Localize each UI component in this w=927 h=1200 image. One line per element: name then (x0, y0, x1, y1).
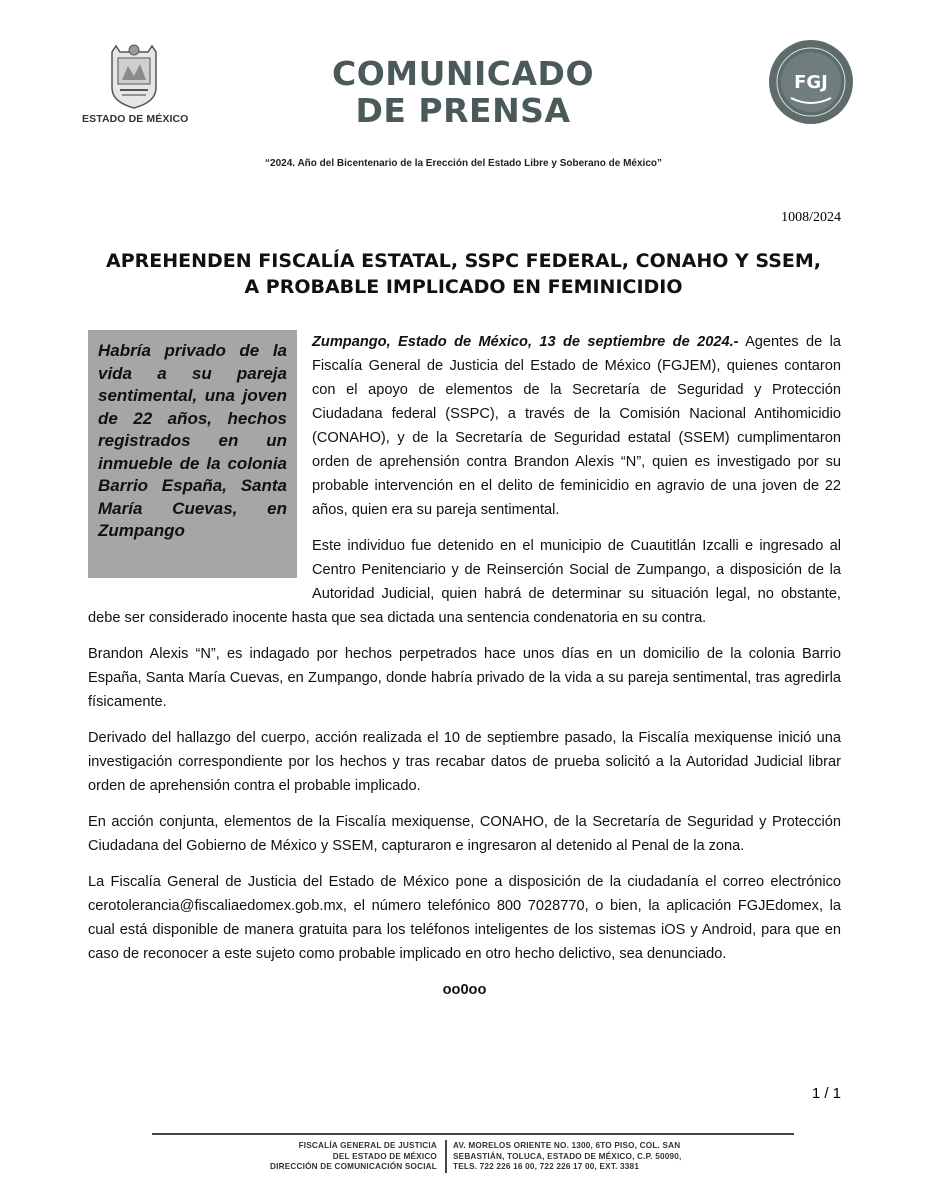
paragraph-3: Brandon Alexis “N”, es indagado por hechos perpetrados hace unos días en un domicilio de la colonia Barrio España, Santa María Cuevas, en Zumpango, donde habría privado de la vida a su pareja sentimental, tras agredirla físicamente. (88, 646, 841, 710)
paragraph-4: Derivado del hallazgo del cuerpo, acción realizada el 10 de septiembre pasado, la Fiscalía mexiquense inició una investigación correspondiente por los hechos y tras recabar datos de prueba solicitó a la Autoridad Judicial librar orden de aprehensión contra el probable implicado. (88, 730, 841, 794)
coat-of-arms-icon (98, 38, 170, 110)
estado-de-mexico-logo (82, 38, 189, 125)
headline-line-2: A PROBABLE IMPLICADO EN FEMINICIDIO (244, 276, 683, 298)
footer-rule (152, 1133, 794, 1135)
headline-line-1: APREHENDEN FISCALÍA ESTATAL, SSPC FEDERAL, CONAHO Y SSEM, (105, 250, 821, 272)
title-line-2: DE PRENSA (355, 91, 571, 130)
paragraph-5: En acción conjunta, elementos de la Fiscalía mexiquense, CONAHO, de la Secretaría de Seguridad y Protección Ciudadana del Gobierno de México y SSEM, capturaron e ingresaron al detenido al Penal de la zona. (88, 814, 841, 854)
footer-divider (445, 1140, 447, 1173)
footer-institution (200, 1141, 437, 1173)
footer-address (453, 1141, 773, 1173)
footer-right-line-2: SEBASTIÁN, TOLUCA, ESTADO DE MÉXICO, C.P. 50090, (453, 1151, 682, 1161)
fgj-seal-icon (767, 38, 855, 126)
fgj-seal-letters: FGJ (794, 72, 828, 93)
article-body (88, 330, 841, 1014)
page-indicator: 1 / 1 (811, 1085, 841, 1102)
footer-left-line-1: FISCALÍA GENERAL DE JUSTICIA (298, 1141, 437, 1150)
footer-right-line-3: TELS. 722 226 16 00, 722 226 17 00, EXT. 3381 (453, 1162, 640, 1171)
logo-caption: ESTADO DE MÉXICO (82, 113, 189, 125)
paragraph-6: La Fiscalía General de Justicia del Estado de México pone a disposición de la ciudadanía el correo electrónico cerotolerancia@fiscaliaedomex.gob.mx, el número telefónico 800 7028770, o bien, la aplicación FGJEdomex, la cual está disponible de manera gratuita para los teléfonos inteligentes de los sistemas iOS y Android, para que en caso de reconocer a este sujeto como probable implicado en otro hecho delictivo, sea denunciado. (88, 874, 841, 962)
bulletin-number: 1008/2024 (781, 210, 841, 225)
footer-left-line-3: DIRECCIÓN DE COMUNICACIÓN SOCIAL (270, 1162, 437, 1171)
headline (60, 248, 867, 300)
dateline: Zumpango, Estado de México, 13 de septiembre de 2024.- (312, 334, 739, 350)
footer-left-line-2: DEL ESTADO DE MÉXICO (332, 1151, 437, 1161)
title-line-1: COMUNICADO (331, 54, 594, 93)
press-release-title (300, 55, 626, 129)
footer-right-line-1: AV. MORELOS ORIENTE NO. 1300, 6TO PISO, COL. SAN (453, 1141, 681, 1150)
paragraph-1-text: Agentes de la Fiscalía General de Justicia del Estado de México (FGJEM), quienes contaron con el apoyo de elementos de la Secretaría de Seguridad y Protección Ciudadana federal (SSPC), a través de la Comisión Nacional Antihomicidio (CONAHO), y de la Secretaría de Seguridad estatal (SSEM) cumplimentaron orden de aprehensión contra Brandon Alexis “N”, quien es investigado por su probable intervención en el delito de feminicidio en agravio de una joven de 22 años, quien era su pareja sentimental. (312, 334, 841, 518)
closing-mark: oo0oo (442, 982, 487, 998)
paragraph-2: Este individuo fue detenido en el municipio de Cuautitlán Izcalli e ingresado al Centro Penitenciario y de Reinserción Social de Zumpango, a disposición de la Autoridad Judicial, quien habrá de determinar su situación legal, no obstante, debe ser considerado inocente hasta que sea dictada una sentencia condenatoria en su contra. (88, 538, 841, 626)
year-motto: “2024. Año del Bicentenario de la Erección del Estado Libre y Soberano de México” (265, 158, 662, 169)
pull-quote: Habría privado de la vida a su pareja sentimental, una joven de 22 años, hechos registrados en un inmueble de la colonia Barrio España, Santa María Cuevas, en Zumpango (88, 330, 297, 578)
